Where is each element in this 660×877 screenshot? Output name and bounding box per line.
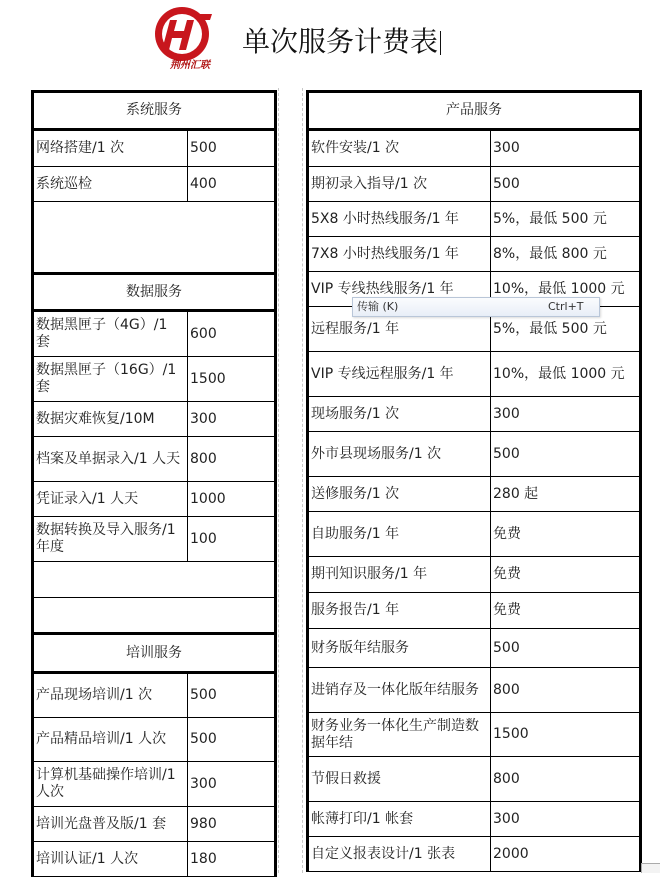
service-price-cell: 2000	[491, 837, 641, 872]
table-row	[308, 477, 641, 512]
service-price-cell: 免费	[491, 593, 641, 629]
table-row	[33, 437, 276, 482]
table-row	[308, 237, 641, 272]
table-row	[308, 512, 641, 557]
service-price-cell: 400	[188, 167, 276, 202]
page-title: 单次服务计费表	[242, 20, 441, 60]
table-row	[33, 167, 276, 202]
service-name-cell: 送修服务/1 次	[308, 477, 491, 512]
column-guide	[278, 88, 279, 873]
blank-row	[33, 562, 276, 598]
service-price-cell: 500	[188, 673, 276, 718]
table-row	[33, 673, 276, 718]
section-header: 数据服务	[33, 274, 276, 311]
service-price-cell: 300	[491, 802, 641, 837]
service-price-cell: 280 起	[491, 477, 641, 512]
section-header-row	[33, 92, 276, 130]
table-row	[308, 397, 641, 432]
service-name-cell: 数据转换及导入服务/1 年度	[33, 517, 188, 562]
table-row	[308, 713, 641, 757]
table-row	[33, 807, 276, 842]
blank-row	[33, 598, 276, 634]
service-name-cell: 数据灾难恢复/10M	[33, 402, 188, 437]
service-name-cell: 节假日救援	[308, 757, 491, 802]
service-name-cell: 数据黑匣子（4G）/1 套	[33, 311, 188, 357]
service-name-cell: 数据黑匣子（16G）/1 套	[33, 357, 188, 402]
section-header: 产品服务	[308, 92, 641, 130]
service-name-cell: 7X8 小时热线服务/1 年	[308, 237, 491, 272]
service-price-cell: 免费	[491, 512, 641, 557]
logo-text: 荆州汇联	[170, 60, 210, 71]
service-name-cell: 财务版年结服务	[308, 629, 491, 668]
section-header: 培训服务	[33, 634, 276, 673]
service-name-cell: 产品精品培训/1 人次	[33, 718, 188, 762]
service-price-cell: 300	[188, 402, 276, 437]
service-price-cell: 1500	[491, 713, 641, 757]
transfer-tooltip	[352, 297, 600, 317]
service-price-cell: 800	[491, 757, 641, 802]
table-row	[33, 311, 276, 357]
service-price-cell: 100	[188, 517, 276, 562]
service-name-cell: 培训认证/1 人次	[33, 842, 188, 877]
service-price-cell: 980	[188, 807, 276, 842]
service-name-cell: 自助服务/1 年	[308, 512, 491, 557]
table-row	[308, 593, 641, 629]
table-row	[308, 629, 641, 668]
service-name-cell: 培训光盘普及版/1 套	[33, 807, 188, 842]
service-name-cell: 软件安装/1 次	[308, 130, 491, 167]
table-row	[308, 167, 641, 202]
service-price-cell: 500	[188, 130, 276, 167]
right-price-table	[306, 90, 642, 872]
service-name-cell: 外市县现场服务/1 次	[308, 432, 491, 477]
service-price-cell: 300	[491, 397, 641, 432]
service-price-cell: 180	[188, 842, 276, 877]
service-price-cell: 1500	[188, 357, 276, 402]
table-row	[33, 357, 276, 402]
table-row	[33, 762, 276, 807]
table-row	[33, 718, 276, 762]
tooltip-label: 传输 (K)	[357, 300, 399, 313]
tooltip-shortcut: Ctrl+T	[548, 300, 584, 313]
service-price-cell: 免费	[491, 557, 641, 593]
table-row	[308, 837, 641, 872]
blank-cell	[33, 598, 276, 634]
service-price-cell: 500	[491, 167, 641, 202]
service-name-cell: VIP 专线热线服务/1 年	[308, 272, 491, 307]
service-price-cell: 5%，最低 500 元	[491, 202, 641, 237]
service-name-cell: 5X8 小时热线服务/1 年	[308, 202, 491, 237]
service-name-cell: 凭证录入/1 人天	[33, 482, 188, 517]
text-cursor	[440, 31, 441, 55]
table-row	[308, 130, 641, 167]
service-price-cell: 10%，最低 1000 元	[491, 352, 641, 397]
table-row	[33, 402, 276, 437]
column-guide	[302, 88, 303, 873]
service-name-cell: 网络搭建/1 次	[33, 130, 188, 167]
left-price-table	[31, 90, 277, 877]
service-name-cell: 产品现场培训/1 次	[33, 673, 188, 718]
service-name-cell: 帐薄打印/1 帐套	[308, 802, 491, 837]
service-name-cell: 计算机基础操作培训/1 人次	[33, 762, 188, 807]
service-name-cell: 财务业务一体化生产制造数据年结	[308, 713, 491, 757]
blank-cell	[33, 202, 276, 274]
table-row	[308, 352, 641, 397]
service-name-cell: 进销存及一体化版年结服务	[308, 668, 491, 713]
table-row	[308, 802, 641, 837]
table-row	[33, 130, 276, 167]
service-price-cell: 300	[491, 130, 641, 167]
service-price-cell: 8%，最低 800 元	[491, 237, 641, 272]
service-price-cell: 300	[188, 762, 276, 807]
section-header-row	[308, 92, 641, 130]
service-name-cell: 远程服务/1 年	[308, 307, 491, 352]
service-name-cell: 期刊知识服务/1 年	[308, 557, 491, 593]
blank-cell	[33, 562, 276, 598]
service-price-cell: 800	[188, 437, 276, 482]
section-header-row	[33, 274, 276, 311]
table-row	[308, 757, 641, 802]
service-name-cell: 现场服务/1 次	[308, 397, 491, 432]
table-row	[308, 202, 641, 237]
service-price-cell: 1000	[188, 482, 276, 517]
service-name-cell: 服务报告/1 年	[308, 593, 491, 629]
table-row	[308, 432, 641, 477]
table-row	[33, 482, 276, 517]
table-row	[308, 557, 641, 593]
service-name-cell: 系统巡检	[33, 167, 188, 202]
service-name-cell: 档案及单据录入/1 人天	[33, 437, 188, 482]
table-row	[33, 842, 276, 877]
service-name-cell: 自定义报表设计/1 张表	[308, 837, 491, 872]
service-price-cell: 800	[491, 668, 641, 713]
blank-row	[33, 202, 276, 274]
service-price-cell: 10%，最低 1000 元	[491, 272, 641, 307]
service-price-cell: 5%，最低 500 元	[491, 307, 641, 352]
service-price-cell: 500	[491, 432, 641, 477]
service-price-cell: 500	[188, 718, 276, 762]
service-price-cell: 600	[188, 311, 276, 357]
service-name-cell: VIP 专线远程服务/1 年	[308, 352, 491, 397]
section-header: 系统服务	[33, 92, 276, 130]
table-row	[33, 517, 276, 562]
resize-corner[interactable]	[641, 863, 660, 873]
service-name-cell: 期初录入指导/1 次	[308, 167, 491, 202]
table-row	[308, 668, 641, 713]
section-header-row	[33, 634, 276, 673]
service-price-cell: 500	[491, 629, 641, 668]
